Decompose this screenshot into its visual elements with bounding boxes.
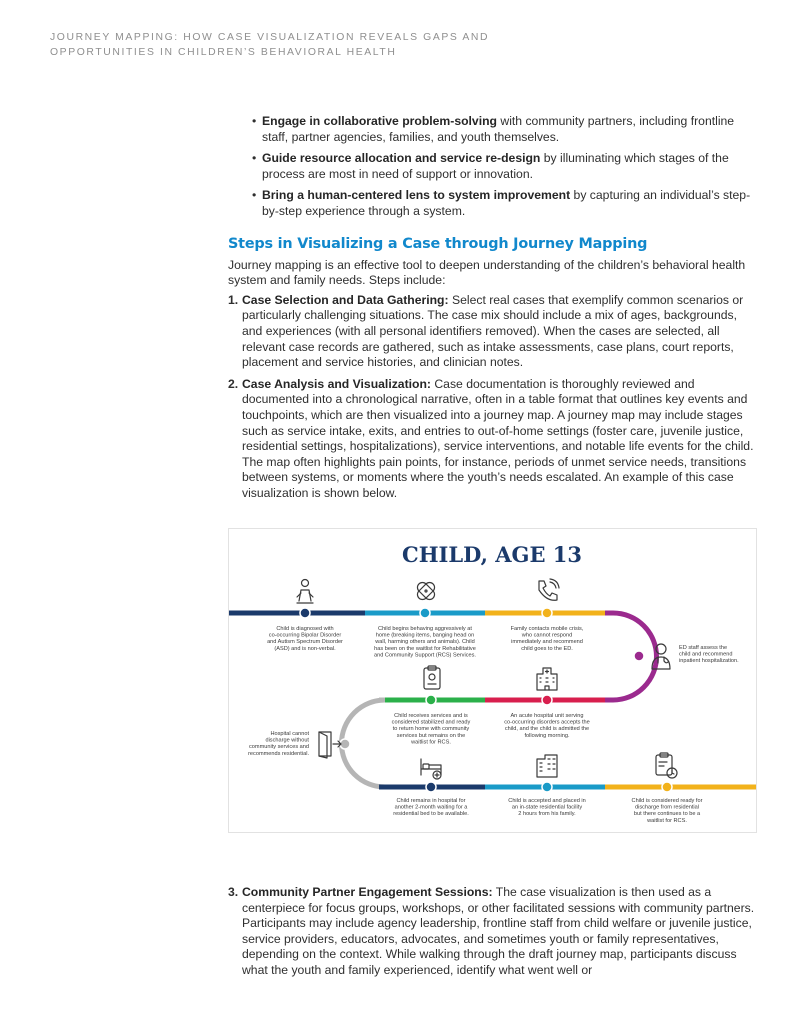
- event-label-e4: [679, 645, 739, 664]
- person-puzzle-icon: [297, 580, 313, 604]
- node-dot: [634, 651, 644, 661]
- running-header: JOURNEY MAPPING: HOW CASE VISUALIZATION REVEALS GAPS AND OPPORTUNITIES IN CHILDREN’S BEHAVIORAL HEALTH: [50, 32, 490, 58]
- bandage-icon: [415, 580, 436, 601]
- event-label-line: An acute hospital unit serving: [510, 713, 584, 719]
- hospital-icon: [537, 668, 557, 690]
- node-dot: [542, 608, 552, 618]
- benefit-list: [228, 114, 758, 220]
- bullet-text: by illuminating which stages of the process are most in need of support or innovation.: [262, 151, 729, 181]
- journey-map-svg: [229, 529, 756, 832]
- step-bold-text: Case Analysis and Visualization:: [242, 376, 431, 391]
- door-exit-icon: [319, 732, 341, 758]
- node-dot: [542, 695, 552, 705]
- bullet-bold-text: Guide resource allocation and service re-design: [262, 151, 541, 166]
- steps-list-continued: [228, 885, 758, 979]
- bullet-dot-icon: •: [252, 114, 257, 128]
- event-label-line: Child remains in hospital for: [396, 798, 466, 804]
- event-label-line: child goes to the ED.: [521, 645, 573, 652]
- event-label-line: discharge without: [265, 737, 309, 744]
- event-label-line: community services and: [249, 744, 309, 751]
- event-label-line: following morning.: [524, 732, 570, 739]
- event-label-e2: [374, 626, 476, 658]
- event-label-e3: [511, 626, 584, 652]
- event-label-e7: [248, 731, 309, 757]
- event-label-line: Child begins behaving aggressively at: [378, 626, 472, 632]
- step-bold-text: Community Partner Engagement Sessions:: [242, 885, 493, 899]
- event-label-line: inpatient hospitalization.: [679, 658, 739, 665]
- event-label-e1: [267, 626, 343, 652]
- node-dot: [662, 782, 672, 792]
- bullet-dot-icon: •: [252, 151, 257, 166]
- step-number: 3.: [228, 885, 239, 899]
- event-label-line: discharge from residential: [634, 804, 700, 811]
- event-label-line: child and recommend: [679, 651, 733, 658]
- step-item: [228, 885, 758, 979]
- event-label-line: an in-state residential facility: [511, 804, 583, 811]
- event-label-line: who cannot respond: [521, 632, 573, 639]
- event-label-line: waitlist for RCS.: [647, 817, 687, 824]
- bullet-text: with community partners, including frontline staff, partner agencies, families, and youth themselves.: [262, 114, 735, 144]
- path-curve-purple: [605, 613, 657, 700]
- event-label-line: Child is diagnosed with: [276, 626, 334, 632]
- node-dot: [426, 782, 436, 792]
- event-labels: [248, 626, 739, 824]
- bullet-dot-icon: •: [252, 188, 257, 203]
- event-label-line: Child is considered ready for: [631, 798, 703, 804]
- event-label-line: has been on the waitlist for Rehabilitative: [374, 645, 476, 652]
- list-item: [228, 188, 758, 219]
- bullet-text: by capturing an individual’s step-by-step experience through a system.: [262, 188, 751, 218]
- bullet-bold-text: Bring a human-centered lens to system improvement: [262, 188, 571, 203]
- event-label-line: and Autism Spectrum Disorder: [267, 639, 343, 646]
- step-item: [228, 293, 758, 371]
- event-label-line: to return home with community: [392, 726, 470, 733]
- node-dot: [426, 695, 436, 705]
- journey-map-figure: [228, 528, 757, 833]
- event-label-e5: [504, 713, 590, 739]
- event-label-line: but there continues to be a: [633, 811, 701, 818]
- section-heading: Steps in Visualizing a Case through Journey Mapping: [228, 235, 648, 252]
- event-label-line: recommends residential.: [248, 750, 309, 757]
- step-number: 1.: [228, 292, 239, 307]
- journey-icons: [297, 579, 677, 779]
- event-label-line: Child is accepted and placed in: [508, 798, 586, 804]
- event-label-line: co-occurring Bipolar Disorder: [268, 632, 342, 639]
- event-label-line: 2 hours from his family.: [518, 811, 576, 818]
- event-label-e6: [392, 713, 471, 745]
- bullet-bold-text: Engage in collaborative problem-solving: [262, 114, 497, 128]
- event-label-line: another 2-month waiting for a: [394, 804, 468, 811]
- event-label-line: co-occurring disorders accepts the: [504, 719, 590, 726]
- event-label-line: child, and the child is admitted the: [504, 726, 590, 733]
- step-item: [228, 377, 758, 502]
- event-label-line: services but remains on the: [396, 732, 466, 739]
- event-label-e8: [393, 798, 469, 817]
- step-text: Case documentation is thoroughly reviewed and documented into a chronological narrative, often in a table format that outlines key events and touchpoints, which are then visualized into a journey map. A journey map may include stages such as service intake, exits, and entries to out-of-home settings (foster care, juvenile justice, residential settings, hospitalizations), service interventions, and notable life events for the child. The map often highlights pain points, for instance, periods of unmet service needs, transitions between systems, or moments where the youth’s needs escalated. An example of this case visualization is shown below.: [242, 376, 754, 500]
- event-label-line: and Community Support (RCS) Services.: [374, 652, 476, 659]
- list-item: [228, 114, 758, 145]
- event-label-line: considered stabilized and ready: [391, 719, 471, 726]
- list-item: [228, 151, 758, 182]
- steps-list: [228, 293, 758, 502]
- body-content: [228, 114, 758, 507]
- event-label-e10: [632, 798, 703, 824]
- step-text: Select real cases that exemplify common scenarios or particularly challenging situations. The case mix should include a mix of ages, backgrounds, and experiences (with all personal identifiers removed). When the cases are selected, all relevant case records are gathered, such as intake assessments, case plans, court reports, placement and service histories, and clinician notes.: [242, 292, 744, 370]
- event-label-line: immediately and recommend: [511, 639, 583, 646]
- event-label-line: home (breaking items, banging head on: [375, 632, 475, 639]
- clipboard-icon: [424, 666, 440, 689]
- event-label-line: Child receives services and is: [394, 713, 468, 719]
- step-number: 2.: [228, 376, 239, 391]
- event-label-line: Hospital cannot: [270, 731, 309, 737]
- event-label-line: ED staff assess the: [679, 645, 728, 651]
- event-label-line: waitlist for RCS.: [411, 739, 451, 746]
- figure-title: CHILD, AGE 13: [402, 542, 582, 567]
- step-bold-text: Case Selection and Data Gathering:: [242, 292, 449, 307]
- event-label-e9: [508, 798, 585, 817]
- step-three-block: [228, 881, 758, 985]
- node-dot: [300, 608, 310, 618]
- phone-icon: [539, 579, 559, 600]
- event-label-line: wall, harming others and animals). Child: [375, 639, 475, 646]
- clipboard-clock-icon: [656, 753, 677, 778]
- intro-paragraph: Journey mapping is an effective tool to deepen understanding of the children’s behavioral health system and family needs. Steps include:: [228, 257, 746, 288]
- event-label-line: (ASD) and is non-verbal.: [274, 645, 336, 652]
- node-dot: [542, 782, 552, 792]
- hospital-bed-icon: [421, 759, 441, 779]
- step-text: The case visualization is then used as a centerpiece for focus groups, workshops, or other facilitated sessions with community partners. Participants may include agency leadership, frontline staff from child welfare or juvenile justice, service providers, educators, advocates, and sometimes youth or family representatives, depending on the context. While walking through the draft journey map, participants discuss what the youth and family experienced, identify what went well or: [242, 885, 755, 977]
- node-dot: [420, 608, 430, 618]
- event-label-line: residential bed to be available.: [393, 811, 469, 818]
- building-icon: [537, 755, 557, 777]
- event-label-line: Family contacts mobile crisis,: [510, 626, 584, 632]
